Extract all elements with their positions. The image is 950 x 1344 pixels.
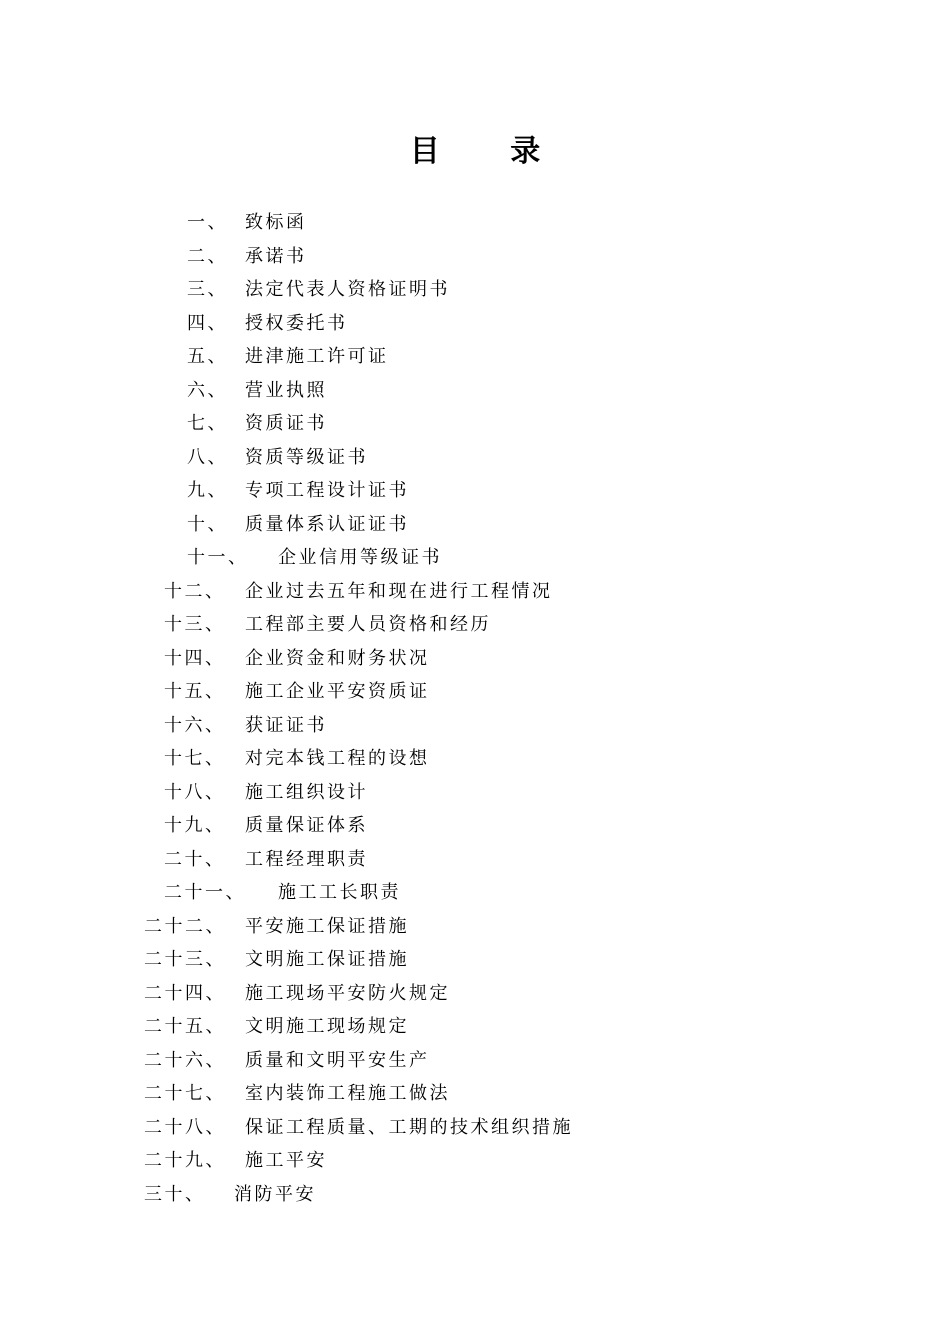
toc-number: 七、 — [187, 413, 228, 434]
toc-number: 二十五、 — [144, 1016, 226, 1037]
toc-label: 保证工程质量、工期的技术组织措施 — [245, 1116, 573, 1138]
toc-number: 二十八、 — [144, 1116, 226, 1138]
toc-number: 二十二、 — [144, 915, 226, 937]
toc-label: 文明施工保证措施 — [245, 949, 409, 970]
table-of-contents — [0, 206, 950, 1211]
toc-number: 二十四、 — [144, 982, 226, 1004]
toc-label: 法定代表人资格证明书 — [245, 279, 450, 300]
toc-label: 资质证书 — [245, 413, 327, 434]
toc-item-6 — [0, 374, 950, 408]
toc-label: 企业过去五年和现在进行工程情况 — [245, 580, 553, 602]
toc-number: 九、 — [187, 480, 228, 501]
toc-item-24 — [0, 977, 950, 1011]
toc-number: 二十一、 — [164, 882, 246, 903]
toc-number: 四、 — [187, 312, 228, 334]
toc-item-20 — [0, 843, 950, 877]
toc-number: 十三、 — [164, 614, 226, 635]
toc-label: 授权委托书 — [245, 312, 348, 334]
toc-item-27 — [0, 1077, 950, 1111]
toc-item-3 — [0, 273, 950, 307]
toc-number: 二十三、 — [144, 949, 226, 970]
toc-label: 施工工长职责 — [278, 882, 401, 903]
toc-number: 十九、 — [164, 815, 226, 836]
toc-item-17 — [0, 742, 950, 776]
toc-number: 六、 — [187, 379, 228, 401]
toc-item-29 — [0, 1144, 950, 1178]
toc-label: 对完本钱工程的设想 — [245, 748, 430, 769]
toc-label: 营业执照 — [245, 379, 327, 401]
toc-item-4 — [0, 307, 950, 341]
toc-number: 十二、 — [164, 580, 226, 602]
toc-number: 十七、 — [164, 748, 226, 769]
toc-number: 三、 — [187, 279, 228, 300]
toc-number: 一、 — [187, 212, 228, 233]
toc-label: 消防平安 — [234, 1183, 316, 1205]
toc-number: 十、 — [187, 513, 228, 535]
toc-number: 十六、 — [164, 714, 226, 736]
toc-item-23 — [0, 943, 950, 977]
toc-number: 十四、 — [164, 647, 226, 669]
toc-label: 企业信用等级证书 — [278, 547, 442, 568]
toc-label: 资质等级证书 — [245, 446, 368, 468]
toc-number: 五、 — [187, 346, 228, 367]
toc-number: 二、 — [187, 245, 228, 267]
toc-item-18 — [0, 776, 950, 810]
toc-label: 致标函 — [245, 212, 307, 233]
toc-label: 施工组织设计 — [245, 781, 368, 803]
toc-item-14 — [0, 642, 950, 676]
toc-item-13 — [0, 608, 950, 642]
toc-number: 十一、 — [187, 547, 249, 568]
toc-label: 平安施工保证措施 — [245, 915, 409, 937]
toc-label: 工程经理职责 — [245, 848, 368, 870]
toc-label: 质量体系认证证书 — [245, 513, 409, 535]
toc-label: 质量保证体系 — [245, 815, 368, 836]
toc-item-2 — [0, 240, 950, 274]
toc-item-25 — [0, 1010, 950, 1044]
toc-label: 质量和文明平安生产 — [245, 1049, 430, 1071]
page-title: 目 录 — [409, 134, 571, 169]
toc-item-5 — [0, 340, 950, 374]
toc-item-22 — [0, 910, 950, 944]
toc-label: 专项工程设计证书 — [245, 480, 409, 501]
toc-item-1 — [0, 206, 950, 240]
toc-number: 二十、 — [164, 848, 226, 870]
toc-label: 工程部主要人员资格和经历 — [245, 614, 491, 635]
toc-item-21 — [0, 876, 950, 910]
toc-number: 八、 — [187, 446, 228, 468]
toc-label: 施工平安 — [245, 1150, 327, 1171]
toc-number: 二十七、 — [144, 1083, 226, 1104]
toc-label: 文明施工现场规定 — [245, 1016, 409, 1037]
toc-label: 施工企业平安资质证 — [245, 681, 430, 702]
toc-number: 三十、 — [144, 1183, 206, 1205]
toc-item-10 — [0, 508, 950, 542]
toc-label: 承诺书 — [245, 245, 307, 267]
toc-item-8 — [0, 441, 950, 475]
toc-number: 十八、 — [164, 781, 226, 803]
toc-label: 施工现场平安防火规定 — [245, 982, 450, 1004]
toc-number: 二十六、 — [144, 1049, 226, 1071]
toc-item-15 — [0, 675, 950, 709]
toc-label: 室内装饰工程施工做法 — [245, 1083, 450, 1104]
toc-item-9 — [0, 474, 950, 508]
toc-item-19 — [0, 809, 950, 843]
toc-label: 进津施工许可证 — [245, 346, 389, 367]
toc-item-26 — [0, 1044, 950, 1078]
toc-item-28 — [0, 1111, 950, 1145]
toc-number: 二十九、 — [144, 1150, 226, 1171]
toc-number: 十五、 — [164, 681, 226, 702]
toc-item-12 — [0, 575, 950, 609]
toc-item-16 — [0, 709, 950, 743]
toc-label: 获证证书 — [245, 714, 327, 736]
toc-item-30 — [0, 1178, 950, 1212]
toc-label: 企业资金和财务状况 — [245, 647, 430, 669]
toc-item-11 — [0, 541, 950, 575]
toc-item-7 — [0, 407, 950, 441]
